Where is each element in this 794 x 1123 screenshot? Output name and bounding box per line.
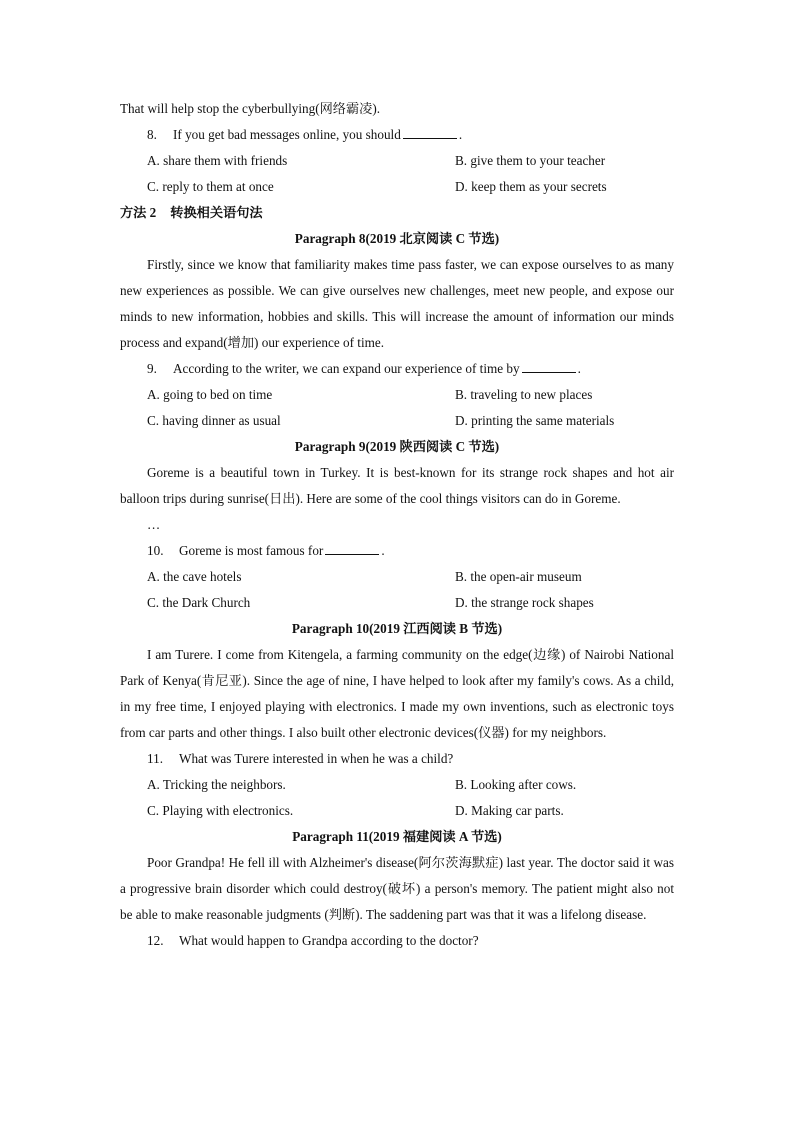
option-c: C. Playing with electronics. xyxy=(147,803,294,818)
question-12 xyxy=(120,928,674,954)
option-a: A. the cave hotels xyxy=(147,569,242,584)
question-text: According to the writer, we can expand our experience of time by xyxy=(173,361,520,376)
option-d: D. Making car parts. xyxy=(455,803,564,818)
question-text: If you get bad messages online, you should xyxy=(173,127,401,142)
option-d: D. printing the same materials xyxy=(455,413,615,428)
option-d: D. the strange rock shapes xyxy=(455,595,594,610)
question-text: What was Turere interested in when he was a child? xyxy=(179,751,454,766)
options-q8 xyxy=(120,148,674,200)
option-b: B. the open-air museum xyxy=(455,569,582,584)
answer-blank xyxy=(522,358,576,373)
option-a: A. Tricking the neighbors. xyxy=(147,777,286,792)
paragraph-10-text: I am Turere. I come from Kitengela, a farming community on the edge(边缘) of Nairobi National Park of Kenya(肯尼亚). Since the age of nine, I have helped to look after my family's cows. As a child, in my free time, I enjoyed playing with electronics. I made my own inventions, such as electronic toys from car parts and other things. I also built other electronic devices(仪器) for my neighbors. xyxy=(120,647,674,740)
intro-line: That will help stop the cyberbullying(网络霸凌). xyxy=(120,101,381,116)
paragraph-9-text: Goreme is a beautiful town in Turkey. It is best-known for its strange rock shapes and hot air balloon trips during sunrise(日出). Here are some of the cool things visitors can do in Goreme. xyxy=(120,465,674,506)
option-d: D. keep them as your secrets xyxy=(455,179,607,194)
paragraph-11-title: Paragraph 11(2019 福建阅读 A 节选) xyxy=(292,829,502,844)
question-number: 9. xyxy=(147,361,157,376)
option-b: B. traveling to new places xyxy=(455,387,593,402)
option-c: C. having dinner as usual xyxy=(147,413,281,428)
question-number: 12. xyxy=(147,933,164,948)
paragraph-9-title: Paragraph 9(2019 陕西阅读 C 节选) xyxy=(294,439,500,454)
question-end: . xyxy=(381,543,385,558)
question-number: 10. xyxy=(147,543,164,558)
paragraph-8-title: Paragraph 8(2019 北京阅读 C 节选) xyxy=(294,231,500,246)
question-9 xyxy=(120,356,674,382)
paragraph-8-text: Firstly, since we know that familiarity makes time pass faster, we can expose ourselves to as many new experiences as possible. We can give ourselves new challenges, meet new people, and expose our minds to new information, hobbies and skills. This will increase the amount of information our minds process and expand(增加) our experience of time. xyxy=(120,257,674,350)
ellipsis: … xyxy=(147,517,161,532)
paragraph-11-text: Poor Grandpa! He fell ill with Alzheimer's disease(阿尔茨海默症) last year. The doctor said it was a progressive brain disorder which could destroy(破坏) a person's memory. The patient might also not be able to make reasonable judgments (判断). The saddening part was that it was a lifelong disease. xyxy=(120,855,674,922)
option-a: A. share them with friends xyxy=(147,153,288,168)
document-page xyxy=(120,96,674,954)
question-text: Goreme is most famous for xyxy=(179,543,324,558)
paragraph-10-title: Paragraph 10(2019 江西阅读 B 节选) xyxy=(291,621,503,636)
method-heading xyxy=(120,200,674,226)
options-q9 xyxy=(120,382,674,434)
question-end: . xyxy=(458,127,463,142)
question-end: . xyxy=(577,361,581,376)
question-text: What would happen to Grandpa according to the doctor? xyxy=(179,933,479,948)
answer-blank xyxy=(403,124,457,139)
option-b: B. give them to your teacher xyxy=(455,153,606,168)
answer-blank xyxy=(325,540,379,555)
question-number: 11. xyxy=(147,751,163,766)
method-label: 方法 2 xyxy=(120,205,157,220)
question-10 xyxy=(120,538,674,564)
options-q10 xyxy=(120,564,674,616)
method-title: 转换相关语句法 xyxy=(170,205,263,220)
option-c: C. reply to them at once xyxy=(147,179,274,194)
option-b: B. Looking after cows. xyxy=(455,777,577,792)
question-8 xyxy=(120,122,674,148)
question-number: 8. xyxy=(147,127,157,142)
option-a: A. going to bed on time xyxy=(147,387,273,402)
option-c: C. the Dark Church xyxy=(147,595,251,610)
options-q11 xyxy=(120,772,674,824)
question-11 xyxy=(120,746,674,772)
